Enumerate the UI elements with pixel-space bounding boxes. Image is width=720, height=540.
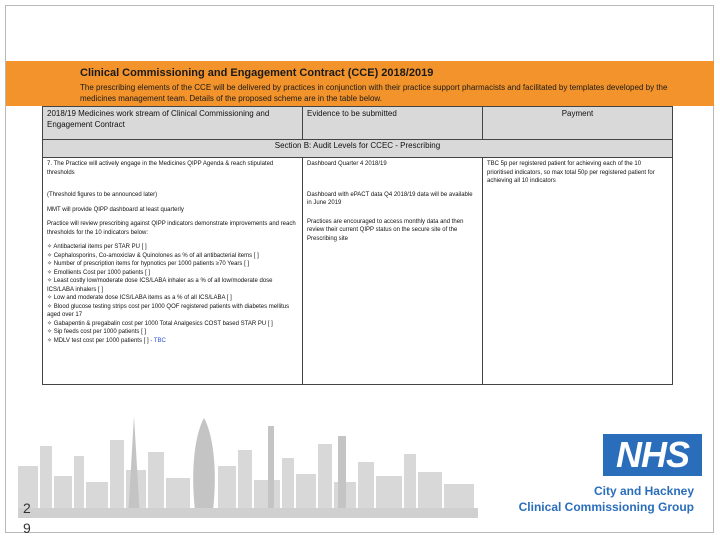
evidence-epact: Dashboard with ePACT data Q4 2018/19 data will be available in June 2019 <box>307 191 473 206</box>
ccg-name-line1: City and Hackney <box>593 484 694 498</box>
nhs-logo: NHS <box>615 434 689 475</box>
payment-cell <box>483 158 673 385</box>
page-number: 29 <box>23 500 31 536</box>
indicator-10 <box>47 337 298 346</box>
city-skyline-image <box>18 396 478 518</box>
ccg-name-line2: Clinical Commissioning Group <box>518 500 694 514</box>
indicator-9: ✧ Sip feeds cost per 1000 patients [ ] <box>47 329 147 335</box>
workstream-cell <box>43 158 303 385</box>
evidence-dashboard: Dashboard Quarter 4 2018/19 <box>307 161 387 167</box>
intro-text: The prescribing elements of the CCE will be delivered by practices in conjunction with their practice support pharmacists and facilitated by templates developed by the medicines management team. Details of the proposed scheme are in the table below. <box>80 83 668 103</box>
table-row <box>43 158 673 385</box>
indicator-1: ✧ Antibacterial items per STAR PU [ ] <box>47 244 147 250</box>
indicator-3: ✧ Number of prescription items for hypnotics per 1000 patients ≥70 Years [ ] <box>47 261 250 267</box>
threshold-note: (Threshold figures to be announced later) <box>47 192 158 198</box>
page-title: Clinical Commissioning and Engagement Contract (CCE) 2018/2019 <box>80 67 434 79</box>
review-note: Practice will review prescribing against QIPP indicators demonstrate improvements and reach thresholds for the 10 indicators below: <box>47 221 296 236</box>
tbc-label: - TBC <box>150 337 166 344</box>
evidence-practices: Practices are encouraged to access monthly data and then review their current QIPP status on the secure site of the Prescribing site <box>307 218 464 242</box>
payment-text: TBC 5p per registered patient for achieving each of the 10 prioritised indicators, so max total 50p per registered patient for achieving all 10 indicators <box>487 161 655 184</box>
workstream-item-7: 7. The Practice will actively engage in the Medicines QIPP Agenda & reach stipulated thresholds <box>47 161 274 176</box>
indicator-8: ✧ Gabapentin & pregabalin cost per 1000 Total Analgesics COST based STAR PU [ ] <box>47 320 273 327</box>
evidence-cell <box>303 158 483 385</box>
indicator-5: ✧ Least costly low/moderate dose ICS/LABA inhaler as a % of all low/moderate dose ICS/LABA inhalers [ ] <box>47 278 273 293</box>
indicator-2: ✧ Cephalosporins, Co-amoxiclav & Quinolones as % of all antibacterial items [ ] <box>47 252 259 259</box>
indicator-4: ✧ Emollients Cost per 1000 patients [ ] <box>47 269 151 276</box>
section-row <box>43 140 673 158</box>
mmt-note: MMT will provide QIPP dashboard at least quarterly <box>47 206 184 213</box>
table-header-row <box>43 107 673 140</box>
header-workstream: 2018/19 Medicines work stream of Clinical Commissioning and Engagement Contract <box>43 107 303 140</box>
indicator-6: ✧ Low and moderate dose ICS/LABA items as a % of all ICS/LABA [ ] <box>47 295 232 301</box>
section-title: Section B: Audit Levels for CCEC - Prescribing <box>43 140 673 158</box>
indicator-10-text: ✧ MDLV test cost per 1000 patients [ ] <box>47 337 149 344</box>
indicator-7: ✧ Blood glucose testing strips cost per 1000 QOF registered patients with diabetes mellitus aged over 17 <box>47 303 290 318</box>
header-evidence: Evidence to be submitted <box>303 107 483 140</box>
cce-table <box>42 106 673 385</box>
header-payment: Payment <box>483 107 673 140</box>
